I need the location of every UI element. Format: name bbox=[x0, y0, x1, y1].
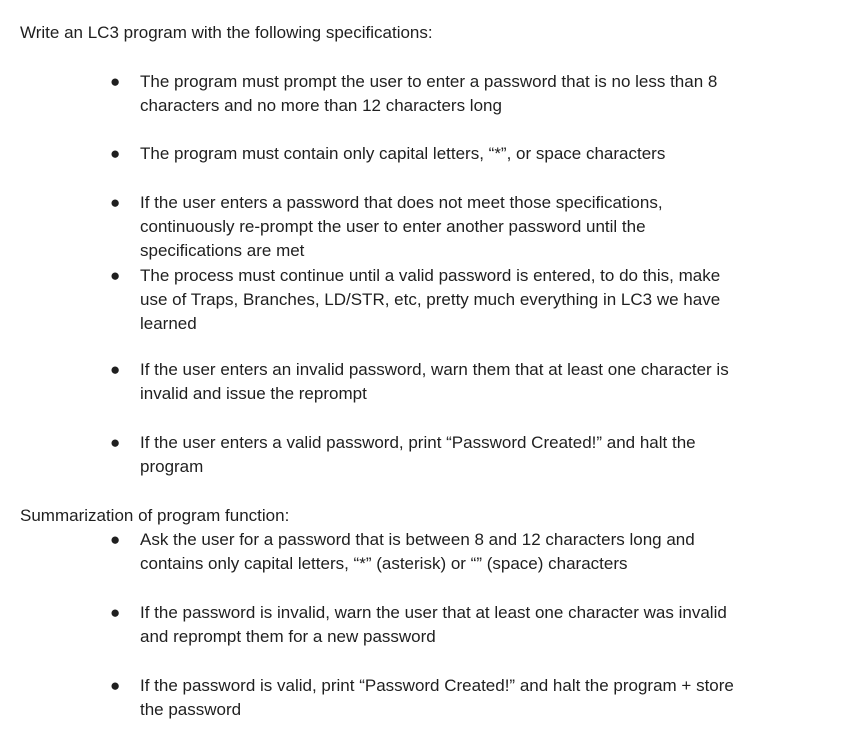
bullet-dot-icon: ● bbox=[110, 72, 121, 91]
summary-bullet-text bbox=[140, 674, 734, 722]
bullet-dot-icon: ● bbox=[110, 266, 121, 285]
bullet-dot-icon: ● bbox=[110, 193, 121, 212]
spec-bullet-text bbox=[140, 70, 717, 118]
summary-line: and reprompt them for a new password bbox=[140, 627, 436, 646]
summary-line: If the password is valid, print “Password Created!” and halt the program + store bbox=[140, 676, 734, 695]
intro-paragraph: Write an LC3 program with the following specifications: bbox=[20, 23, 433, 42]
spec-bullet-text bbox=[140, 264, 720, 336]
spec-line: The program must contain only capital letters, “*”, or space characters bbox=[140, 144, 666, 163]
summary-heading: Summarization of program function: bbox=[20, 506, 290, 525]
spec-line: If the user enters a valid password, print “Password Created!” and halt the bbox=[140, 433, 696, 452]
summary-line: the password bbox=[140, 700, 242, 719]
spec-line: use of Traps, Branches, LD/STR, etc, pretty much everything in LC3 we have bbox=[140, 290, 721, 309]
summary-bullet-text bbox=[140, 601, 727, 649]
spec-line: learned bbox=[140, 314, 197, 333]
summary-line: Ask the user for a password that is between 8 and 12 characters long and bbox=[140, 530, 695, 549]
spec-line: invalid and issue the reprompt bbox=[140, 384, 367, 403]
bullet-dot-icon: ● bbox=[110, 603, 121, 622]
spec-line: characters and no more than 12 characters long bbox=[140, 96, 502, 115]
spec-bullet-text bbox=[140, 142, 665, 166]
bullet-dot-icon: ● bbox=[110, 360, 121, 379]
bullet-dot-icon: ● bbox=[110, 676, 121, 695]
bullet-dot-icon: ● bbox=[110, 144, 121, 163]
spec-bullet-text bbox=[140, 358, 729, 406]
summary-line: contains only capital letters, “*” (asterisk) or “” (space) characters bbox=[140, 554, 628, 573]
spec-line: continuously re-prompt the user to enter another password until the bbox=[140, 217, 646, 236]
spec-line: specifications are met bbox=[140, 241, 305, 260]
spec-line: The process must continue until a valid password is entered, to do this, make bbox=[140, 266, 721, 285]
spec-bullet-text bbox=[140, 431, 696, 479]
bullet-dot-icon: ● bbox=[110, 433, 121, 452]
bullet-dot-icon: ● bbox=[110, 530, 121, 549]
summary-bullet-text bbox=[140, 528, 695, 576]
spec-line: The program must prompt the user to enter a password that is no less than 8 bbox=[140, 72, 718, 91]
spec-line: If the user enters a password that does not meet those specifications, bbox=[140, 193, 663, 212]
spec-bullet-text bbox=[140, 191, 663, 263]
summary-line: If the password is invalid, warn the user that at least one character was invalid bbox=[140, 603, 727, 622]
spec-line: program bbox=[140, 457, 204, 476]
spec-line: If the user enters an invalid password, warn them that at least one character is bbox=[140, 360, 729, 379]
